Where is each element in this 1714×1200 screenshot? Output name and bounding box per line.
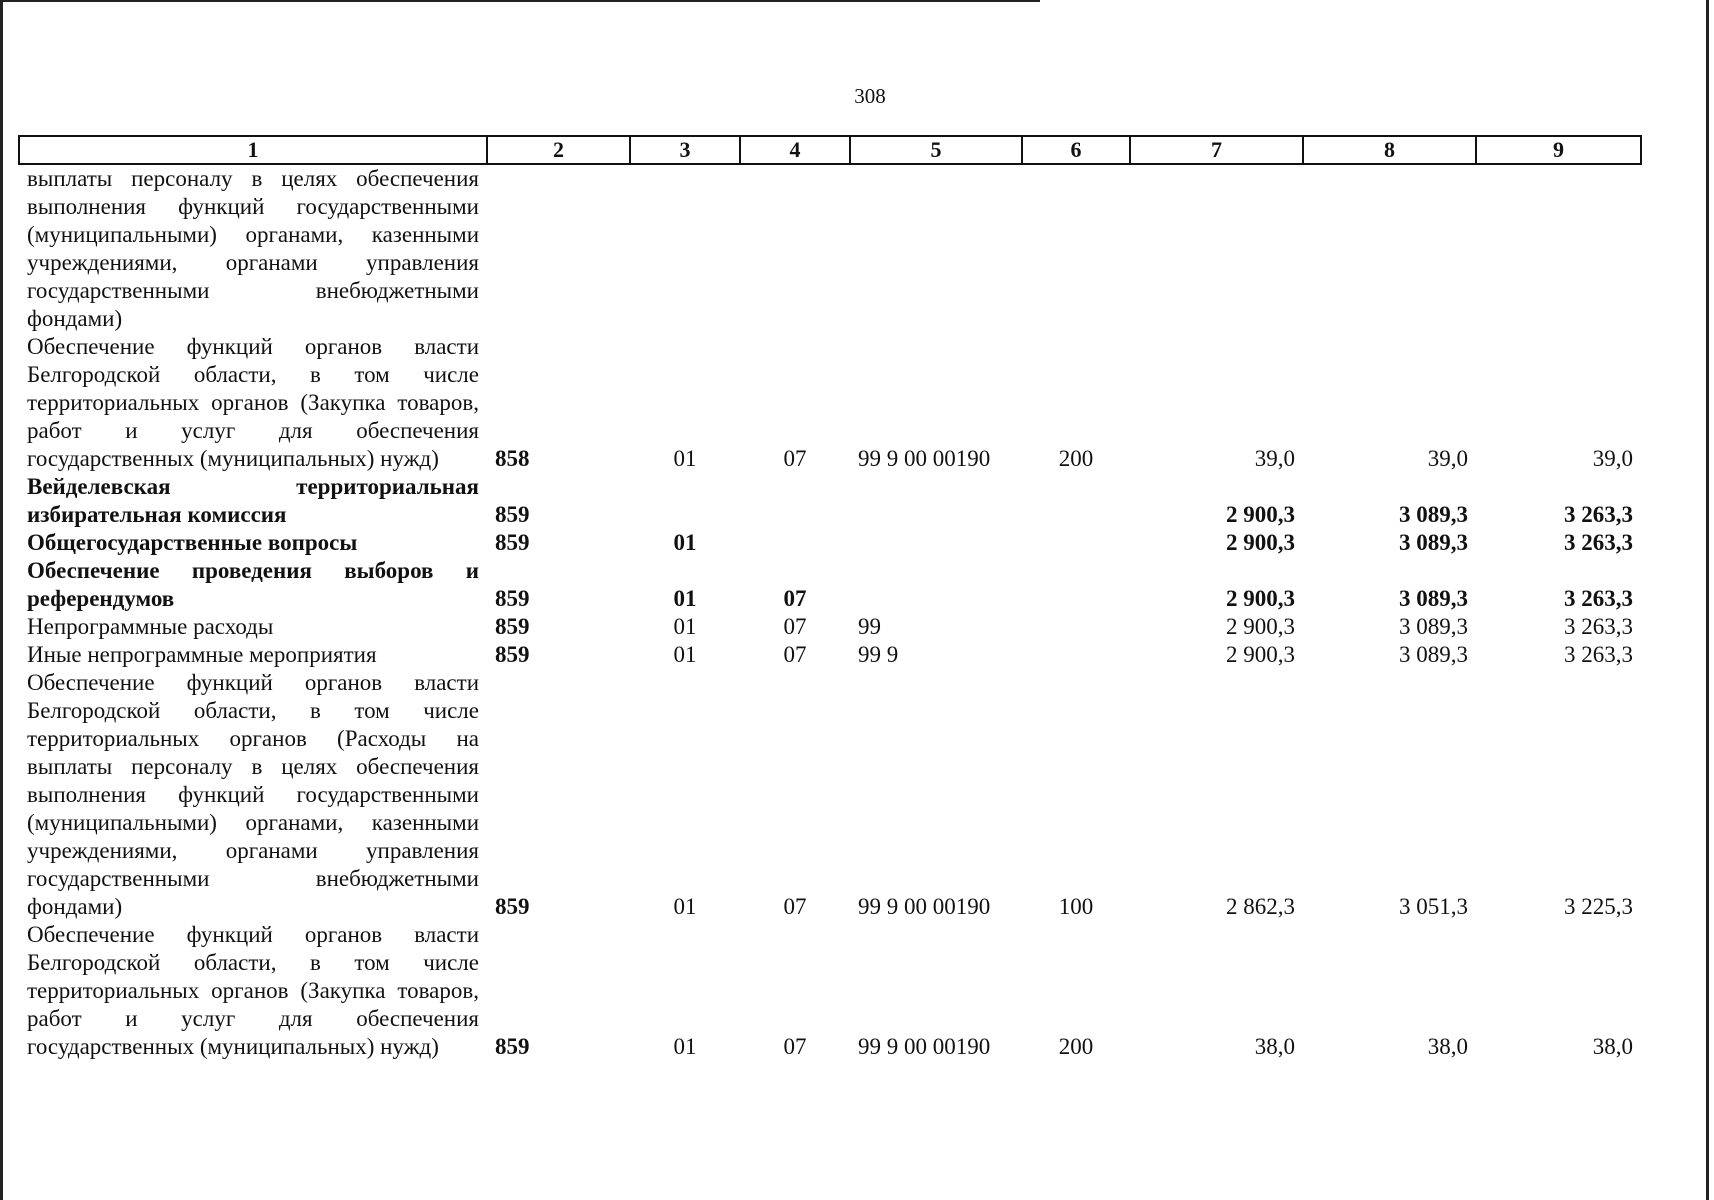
column-header-9: 9 [1476, 136, 1641, 164]
cell-col-6 [1022, 557, 1130, 613]
column-header-7: 7 [1130, 136, 1303, 164]
cell-col-2: 859 [495, 502, 530, 527]
cell-col-5: 99 9 00 00190 [858, 894, 991, 919]
cell-col-6 [1022, 529, 1130, 557]
cell-col-3: 01 [673, 530, 697, 555]
cell-col-7: 38,0 [1254, 1034, 1295, 1059]
cell-col-9: 38,0 [1592, 1034, 1633, 1059]
table-row [19, 557, 1641, 613]
row-name: Общегосударственные вопросы [27, 530, 358, 555]
cell-col-9: 3 263,3 [1564, 614, 1633, 639]
cell-col-3: 01 [673, 586, 697, 611]
column-header-2: 2 [487, 136, 630, 164]
cell-col-2: 859 [495, 530, 530, 555]
cell-col-7: 2 900,3 [1226, 502, 1295, 527]
cell-col-4: 07 [783, 1034, 807, 1059]
row-name: Непрограммные расходы [27, 614, 274, 639]
column-header-8: 8 [1303, 136, 1476, 164]
cell-col-8: 3 089,3 [1399, 614, 1468, 639]
cell-col-5 [850, 529, 1022, 557]
column-header-4: 4 [740, 136, 850, 164]
cell-col-5 [850, 473, 1022, 529]
cell-col-9: 3 263,3 [1564, 502, 1633, 527]
row-name: Иные непрограммные мероприятия [27, 642, 377, 667]
cell-col-5: 99 9 00 00190 [858, 446, 991, 471]
cell-col-4: 07 [783, 614, 807, 639]
cell-col-5 [850, 164, 1022, 333]
cell-col-2: 859 [495, 894, 530, 919]
cell-col-9: 3 263,3 [1564, 642, 1633, 667]
cell-col-6 [1022, 613, 1130, 641]
cell-col-3: 01 [673, 614, 697, 639]
table-row [19, 641, 1641, 669]
table-row [19, 921, 1641, 1061]
cell-col-8: 3 089,3 [1399, 642, 1468, 667]
cell-col-3: 01 [673, 642, 697, 667]
cell-col-5 [850, 557, 1022, 613]
cell-col-6: 200 [1058, 446, 1094, 471]
cell-col-5: 99 [858, 614, 881, 639]
cell-col-6 [1022, 164, 1130, 333]
cell-col-2: 859 [495, 1034, 530, 1059]
row-name: Обеспечение функций органов власти Белгородской области, в том числе территориальных органов (Расходы на выплаты персоналу в целях обеспечения выполнения функций государственными (муниципальными) органами, казенными учреждениями, органами управления государственными внебюджетными фондами) [27, 670, 479, 919]
scan-border-right [1706, 0, 1709, 1200]
cell-col-7 [1130, 164, 1303, 333]
table-row [19, 613, 1641, 641]
cell-col-4 [740, 164, 850, 333]
cell-col-7: 2 862,3 [1226, 894, 1295, 919]
cell-col-8: 3 089,3 [1399, 586, 1468, 611]
column-header-3: 3 [630, 136, 740, 164]
row-name: выплаты персоналу в целях обеспечения выполнения функций государственными (муниципальными) органами, казенными учреждениями, органами управления государственными внебюджетными фондами) [27, 166, 479, 331]
cell-col-2 [487, 164, 630, 333]
cell-col-8: 3 089,3 [1399, 530, 1468, 555]
table-row [19, 164, 1641, 333]
column-header-5: 5 [850, 136, 1022, 164]
cell-col-9: 3 225,3 [1564, 894, 1633, 919]
cell-col-4: 07 [783, 446, 807, 471]
table-row [19, 473, 1641, 529]
table-row [19, 669, 1641, 921]
scan-border-left [0, 0, 3, 1200]
cell-col-9: 3 263,3 [1564, 530, 1633, 555]
cell-col-3: 01 [673, 894, 697, 919]
cell-col-2: 859 [495, 614, 530, 639]
cell-col-6 [1022, 473, 1130, 529]
column-header-6: 6 [1022, 136, 1130, 164]
cell-col-4 [740, 529, 850, 557]
budget-table [18, 135, 1642, 1061]
cell-col-7: 2 900,3 [1226, 586, 1295, 611]
table-row [19, 333, 1641, 473]
cell-col-4: 07 [783, 586, 807, 611]
column-header-1: 1 [19, 136, 487, 164]
cell-col-3: 01 [673, 1034, 697, 1059]
cell-col-4: 07 [783, 894, 807, 919]
cell-col-6 [1022, 641, 1130, 669]
cell-col-7: 2 900,3 [1226, 614, 1295, 639]
row-name: Обеспечение функций органов власти Белгородской области, в том числе территориальных органов (Закупка товаров, работ и услуг для обеспечения государственных (муниципальных) нужд) [27, 922, 479, 1059]
row-name: Вейделевская территориальная избирательная комиссия [27, 474, 479, 527]
cell-col-8: 39,0 [1427, 446, 1468, 471]
cell-col-4: 07 [783, 642, 807, 667]
cell-col-7: 39,0 [1254, 446, 1295, 471]
cell-col-2: 859 [495, 642, 530, 667]
cell-col-7: 2 900,3 [1226, 530, 1295, 555]
cell-col-5: 99 9 00 00190 [858, 1034, 991, 1059]
cell-col-6: 100 [1058, 894, 1094, 919]
cell-col-7: 2 900,3 [1226, 642, 1295, 667]
cell-col-8 [1303, 164, 1476, 333]
scan-border-top [0, 0, 1040, 2]
page-number: 308 [854, 84, 886, 108]
cell-col-3: 01 [673, 446, 697, 471]
cell-col-9: 39,0 [1592, 446, 1633, 471]
cell-col-2: 858 [495, 446, 530, 471]
row-name: Обеспечение функций органов власти Белгородской области, в том числе территориальных органов (Закупка товаров, работ и услуг для обеспечения государственных (муниципальных) нужд) [27, 334, 479, 471]
cell-col-6: 200 [1058, 1034, 1094, 1059]
cell-col-3 [630, 473, 740, 529]
row-name: Обеспечение проведения выборов и референдумов [27, 558, 479, 611]
table-body [19, 164, 1641, 1061]
table-header-row [19, 136, 1641, 164]
cell-col-4 [740, 473, 850, 529]
cell-col-3 [630, 164, 740, 333]
cell-col-8: 3 051,3 [1399, 894, 1468, 919]
cell-col-9: 3 263,3 [1564, 586, 1633, 611]
cell-col-8: 3 089,3 [1399, 502, 1468, 527]
cell-col-9 [1476, 164, 1641, 333]
cell-col-5: 99 9 [858, 642, 899, 667]
cell-col-2: 859 [495, 586, 530, 611]
cell-col-8: 38,0 [1427, 1034, 1468, 1059]
table-row [19, 529, 1641, 557]
